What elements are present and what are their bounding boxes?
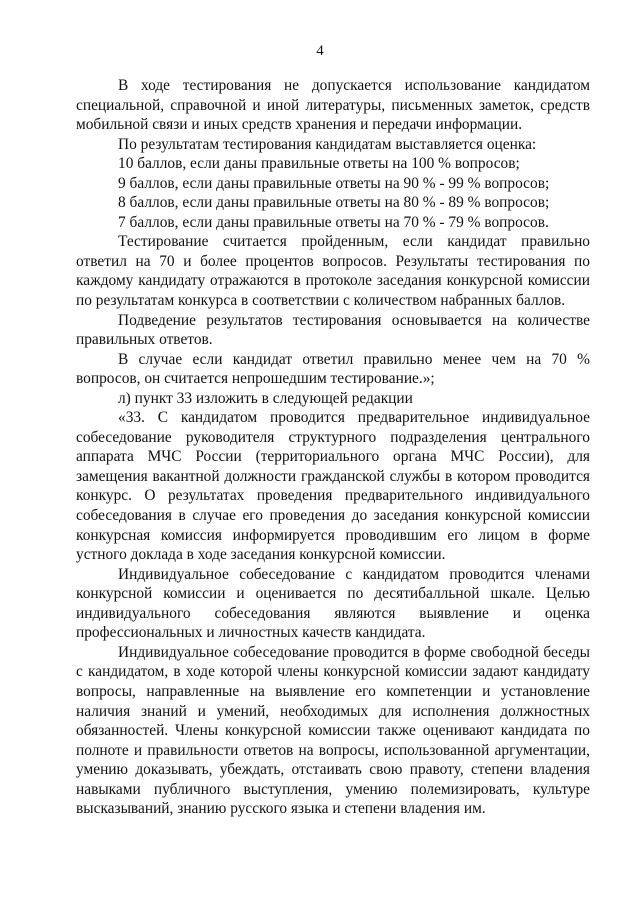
- paragraph-item-l: л) пункт 33 изложить в следующей редакции: [118, 389, 413, 407]
- paragraph-score-10: 10 баллов, если даны правильные ответы на 100 % вопросов;: [118, 155, 520, 173]
- paragraph-testing-restrictions: В ходе тестирования не допускается использование кандидатом специальной, справочной и иной литературы, письменных заметок, средств мобильной связи и иных средств хранения и передачи информации.: [76, 77, 590, 134]
- paragraph-interview-format: Индивидуальное собеседование проводится в форме свободной беседы с кандидатом, в ходе которой члены конкурсной комиссии задают кандидату вопросы, направленные на выявление его компетенции и установление наличия знаний и умений, необходимых для исполнения должностных обязанностей. Члены конкурсной комиссии также оценивают кандидата по полноте и правильности ответов на вопросы, использованной аргументации, умению доказывать, убеждать, отстаивать свою правоту, степени владения навыками публичного выступления, умению полемизировать, культуре высказываний, знанию русского языка и степени владения им.: [76, 643, 590, 818]
- page-number: 4: [316, 43, 324, 59]
- paragraph-results-basis: Подведение результатов тестирования основывается на количестве правильных ответов.: [76, 311, 590, 349]
- paragraph-clause-33: «33. С кандидатом проводится предварительное индивидуальное собеседование руководителя структурного подразделения центрального аппарата МЧС России (территориального органа МЧС России), для замещения вакантной должности гражданской службы в котором проводится конкурс. О результатах проведения предварительного индивидуального собеседования в случае его проведения до заседания конкурсной комиссии конкурсная комиссия информируется проводившим его лицом в форме устного доклада в ходе заседания конкурсной комиссии.: [76, 409, 590, 564]
- paragraph-scoring-intro: По результатам тестирования кандидатам выставляется оценка:: [118, 135, 537, 153]
- paragraph-score-7: 7 баллов, если даны правильные ответы на 70 % - 79 % вопросов.: [118, 213, 549, 231]
- paragraph-interview-assessment: Индивидуальное собеседование с кандидатом проводится членами конкурсной комиссии и оценивается по десятибалльной шкале. Целью индивидуального собеседования являются выявление и оценка профессиональных и личностных качеств кандидата.: [76, 565, 590, 642]
- document-body: [76, 76, 590, 819]
- paragraph-failing-criteria: В случае если кандидат ответил правильно менее чем на 70 % вопросов, он считается непрошедшим тестирование.»;: [76, 350, 590, 388]
- paragraph-passing-criteria: Тестирование считается пройденным, если кандидат правильно ответил на 70 и более процентов вопросов. Результаты тестирования по каждому кандидату отражаются в протоколе заседания конкурсной комиссии по результатам конкурса в соответствии с количеством набранных баллов.: [76, 233, 590, 310]
- paragraph-score-9: 9 баллов, если даны правильные ответы на 90 % - 99 % вопросов;: [118, 174, 550, 192]
- paragraph-score-8: 8 баллов, если даны правильные ответы на 80 % - 89 % вопросов;: [118, 194, 550, 212]
